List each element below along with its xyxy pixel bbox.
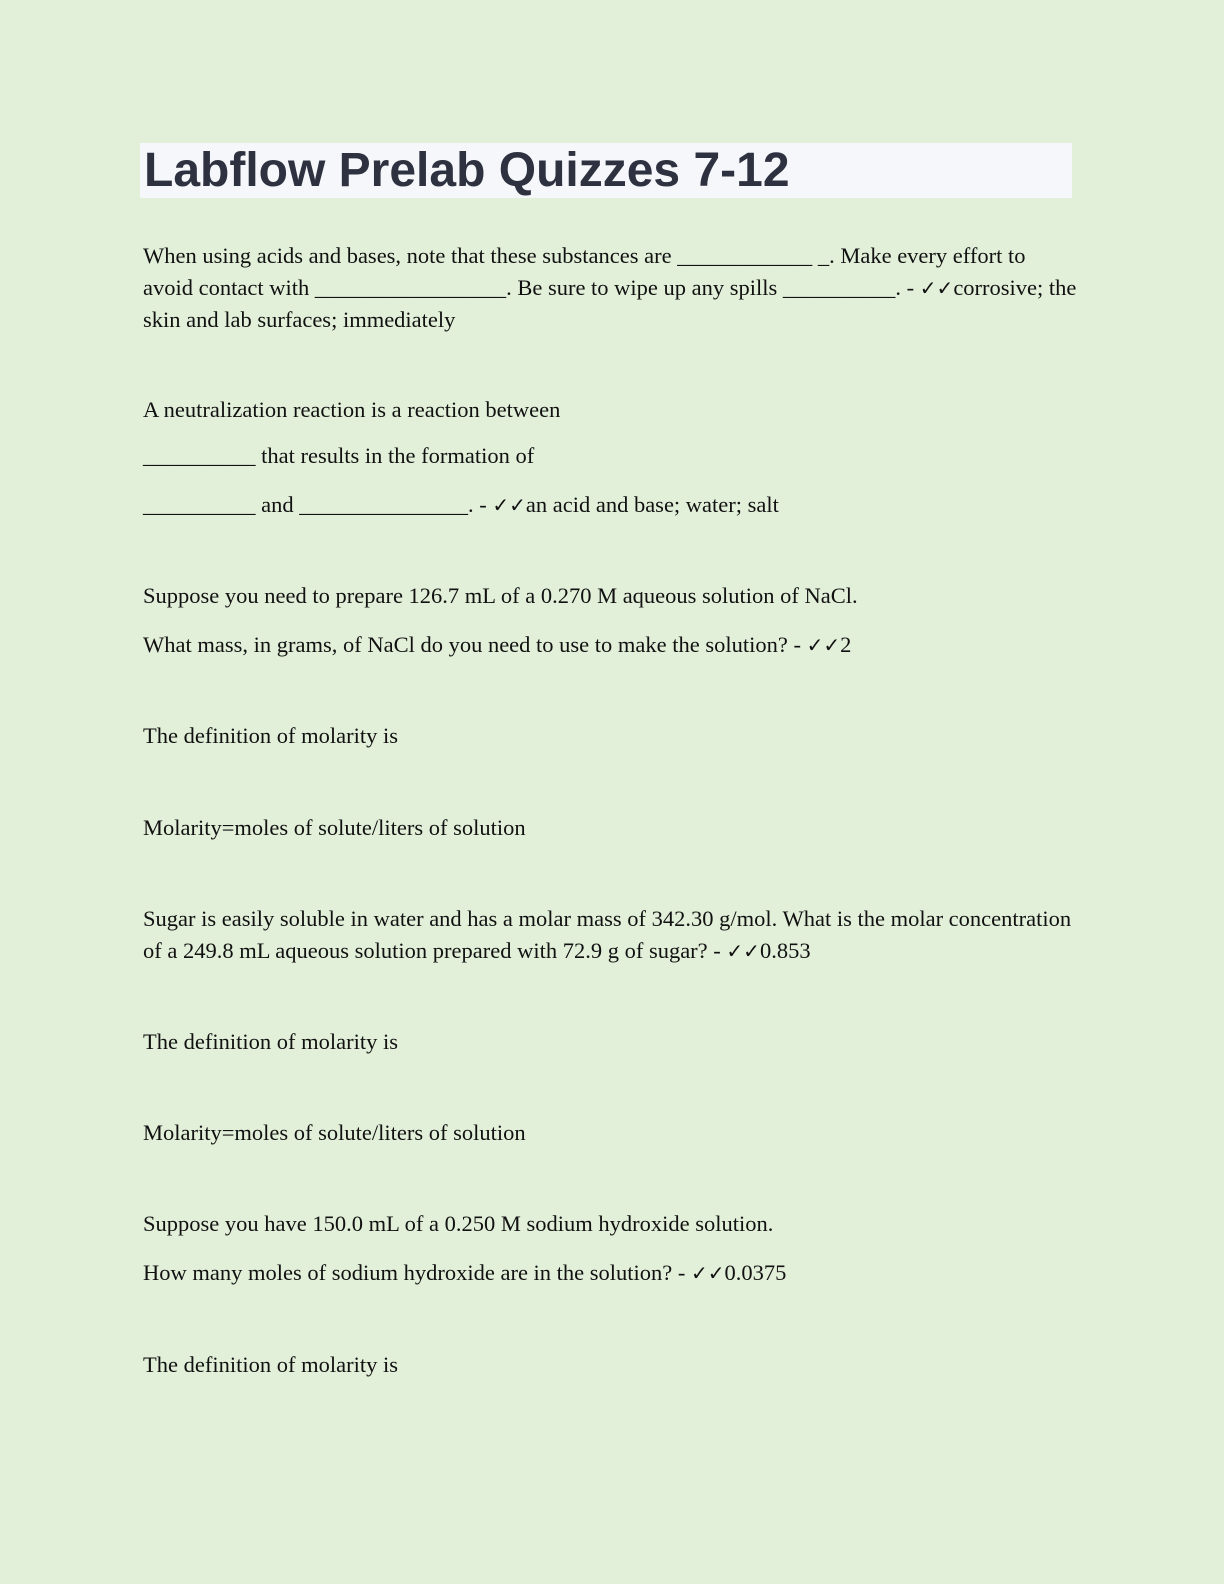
question-2-line-1: A neutralization reaction is a reaction between	[143, 397, 561, 422]
page-title: Labflow Prelab Quizzes 7-12	[144, 144, 790, 197]
question-7-answer: 0.0375	[724, 1260, 787, 1285]
double-check-icon: ✓✓	[691, 1261, 725, 1285]
question-5-answer: 0.853	[759, 938, 811, 963]
title-banner	[140, 143, 1072, 198]
double-check-icon: ✓✓	[919, 276, 954, 300]
double-check-icon: ✓✓	[492, 493, 526, 517]
question-3-answer: 2	[840, 632, 852, 657]
question-4-answer: Molarity=moles of solute/liters of solution	[143, 815, 526, 840]
question-5-text: Sugar is easily soluble in water and has a molar mass of 342.30 g/mol. What is the molar concentration of a 249.8 mL aqueous solution prepared with 72.9 g of sugar? -	[143, 906, 1072, 963]
question-6-line-1: The definition of molarity is	[143, 1029, 398, 1054]
question-1	[143, 240, 1078, 336]
question-7-line-2	[143, 1257, 786, 1289]
double-check-icon: ✓✓	[726, 939, 760, 963]
question-4-line-1: The definition of molarity is	[143, 723, 398, 748]
question-8-line-1: The definition of molarity is	[143, 1352, 398, 1377]
double-check-icon: ✓✓	[806, 633, 841, 657]
question-6-answer: Molarity=moles of solute/liters of solution	[143, 1120, 526, 1145]
question-1-text: When using acids and bases, note that these substances are ____________ _. Make every effort to avoid contact with _________________. Be sure to wipe up any spills __________. -	[143, 243, 1026, 300]
question-1-answer: corrosive; the skin and lab surfaces; immediately	[143, 275, 1077, 332]
question-3-line-1: Suppose you need to prepare 126.7 mL of a 0.270 M aqueous solution of NaCl.	[143, 583, 858, 608]
question-2-line-3	[143, 489, 779, 521]
question-2-answer: an acid and base; water; salt	[525, 492, 779, 517]
question-3-line-2-text: What mass, in grams, of NaCl do you need to use to make the solution? -	[143, 632, 801, 657]
question-3-line-2	[143, 629, 851, 661]
question-7-line-1: Suppose you have 150.0 mL of a 0.250 M sodium hydroxide solution.	[143, 1211, 774, 1236]
question-5	[143, 903, 1078, 967]
question-2-line-3-text: __________ and _______________. -	[143, 492, 487, 517]
question-7-line-2-text: How many moles of sodium hydroxide are in the solution? -	[143, 1260, 686, 1285]
question-2-line-2: __________ that results in the formation of	[143, 443, 535, 468]
